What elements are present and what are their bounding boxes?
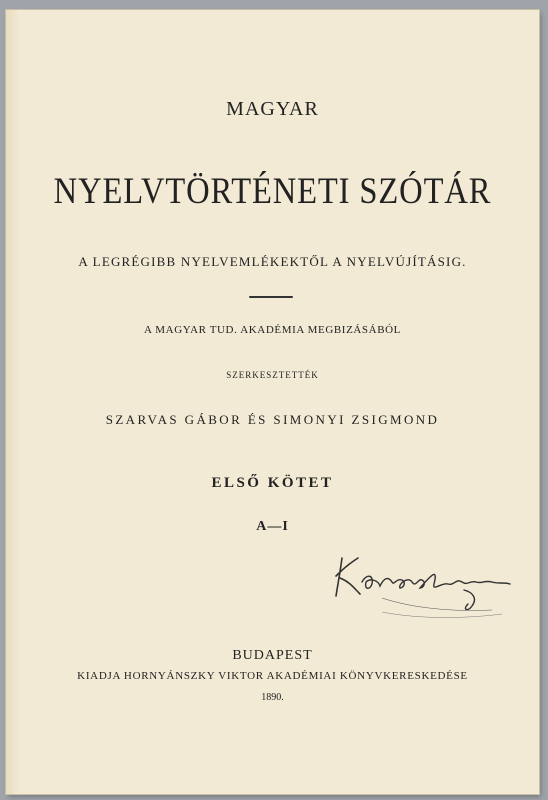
- publication-year: 1890.: [261, 692, 284, 703]
- edited-by-label: SZERKESZTETTÉK: [226, 370, 319, 380]
- commission-line: A MAGYAR TUD. AKADÉMIA MEGBIZÁSÁBÓL: [143, 324, 401, 336]
- publication-city: BUDAPEST: [232, 648, 313, 663]
- main-title: NYELVTÖRTÉNETI SZÓTÁR: [53, 171, 492, 212]
- volume-label: ELSŐ KÖTET: [211, 475, 334, 491]
- publisher-line: KIADJA HORNYÁNSZKY VIKTOR AKADÉMIAI KÖNYVKERESKEDÉSE: [77, 670, 468, 682]
- subtitle: A LEGRÉGIBB NYELVEMLÉKEKTŐL A NYELVÚJÍTÁSIG.: [78, 254, 467, 269]
- handwritten-signature: [322, 538, 522, 618]
- heading-magyar: MAGYAR: [226, 98, 319, 120]
- editors-names: SZARVAS GÁBOR ÉS SIMONYI ZSIGMOND: [105, 412, 440, 427]
- volume-range: A—I: [256, 519, 289, 534]
- divider-rule: [249, 296, 293, 298]
- title-page: [6, 10, 539, 794]
